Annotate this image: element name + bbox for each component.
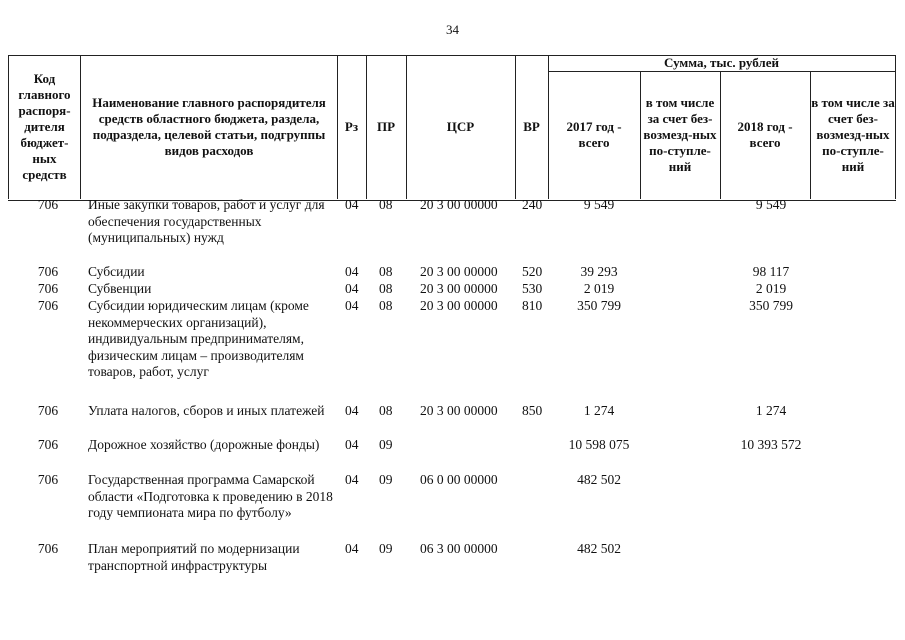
cell-pr: 08 [379, 298, 393, 313]
cell-sum-2017: 482 502 [577, 472, 621, 487]
cell-rz: 04 [345, 541, 359, 556]
cell-csr: 06 3 00 00000 [420, 541, 498, 556]
header-name: Наименование главного распорядителя средств областного бюджета, раздела, подраздела, целевой статьи, подгруппы видов расходов [92, 95, 326, 158]
cell-rz: 04 [345, 472, 359, 487]
cell-pr: 08 [379, 403, 393, 418]
cell-name: Субсидии юридическим лицам (кроме некоммерческих организаций), индивидуальным предпринимателям, физическим лицам – производителям товаров, работ, услуг [88, 298, 309, 379]
cell-sum-2018: 350 799 [749, 298, 793, 313]
cell-pr: 09 [379, 437, 393, 452]
cell-kod: 706 [37, 197, 59, 212]
cell-name: Дорожное хозяйство (дорожные фонды) [88, 437, 320, 452]
cell-kod: 706 [37, 541, 59, 556]
cell-pr: 09 [379, 541, 393, 556]
cell-csr: 20 3 00 00000 [420, 264, 498, 279]
cell-sum-2017: 1 274 [583, 403, 615, 418]
header-border [80, 55, 81, 199]
cell-pr: 08 [379, 197, 393, 212]
cell-sum-2018: 9 549 [755, 197, 787, 212]
cell-kod: 706 [37, 472, 59, 487]
cell-sum-2018: 10 393 572 [740, 437, 802, 452]
cell-csr: 20 3 00 00000 [420, 281, 498, 296]
cell-name: Субвенции [88, 281, 152, 296]
header-border [548, 55, 549, 199]
cell-name: Иные закупки товаров, работ и услуг для обеспечения государственных (муниципальных) нужд [88, 197, 325, 245]
cell-vr: 240 [522, 197, 543, 212]
cell-pr: 08 [379, 281, 393, 296]
cell-sum-2017: 2 019 [583, 281, 615, 296]
header-pr: ПР [376, 119, 396, 134]
header-border [895, 55, 896, 199]
cell-sum-2017: 350 799 [577, 298, 621, 313]
header-2018: 2018 год - всего [737, 119, 793, 150]
cell-kod: 706 [37, 403, 59, 418]
cell-vr: 810 [522, 298, 543, 313]
header-vr: ВР [523, 119, 540, 134]
cell-pr: 09 [379, 472, 393, 487]
cell-vr: 520 [522, 264, 543, 279]
header-rz: Рз [344, 119, 359, 134]
cell-sum-2017: 10 598 075 [568, 437, 630, 452]
header-2017: 2017 год - всего [566, 119, 622, 150]
cell-csr: 20 3 00 00000 [420, 197, 498, 212]
cell-name: Государственная программа Самарской области «Подготовка к проведению в 2018 году чемпионата мира по футболу» [88, 472, 333, 520]
cell-vr: 530 [522, 281, 543, 296]
cell-sum-2018: 98 117 [752, 264, 790, 279]
cell-csr: 20 3 00 00000 [420, 403, 498, 418]
header-kod: Код главного распоря-дителя бюджет-ных средств [18, 71, 71, 182]
header-csr: ЦСР [446, 119, 475, 134]
cell-pr: 08 [379, 264, 393, 279]
cell-sum-2017: 482 502 [577, 541, 621, 556]
cell-name: Уплата налогов, сборов и иных платежей [88, 403, 325, 418]
cell-kod: 706 [37, 281, 59, 296]
header-2017-free: в том числе за счет без-возмезд-ных по-ступле-ний [643, 95, 717, 174]
cell-kod: 706 [37, 437, 59, 452]
cell-kod: 706 [37, 298, 59, 313]
cell-name: Субсидии [88, 264, 145, 279]
cell-rz: 04 [345, 264, 359, 279]
cell-sum-2018: 2 019 [755, 281, 787, 296]
cell-sum-2018: 1 274 [755, 403, 787, 418]
cell-rz: 04 [345, 197, 359, 212]
cell-rz: 04 [345, 298, 359, 313]
cell-rz: 04 [345, 437, 359, 452]
cell-sum-2017: 39 293 [580, 264, 618, 279]
cell-csr: 20 3 00 00000 [420, 298, 498, 313]
cell-rz: 04 [345, 403, 359, 418]
cell-sum-2017: 9 549 [583, 197, 615, 212]
cell-name: План мероприятий по модернизации транспортной инфраструктуры [88, 541, 300, 573]
cell-vr: 850 [522, 403, 543, 418]
header-border [720, 71, 721, 199]
header-summa: Сумма, тыс. рублей [664, 55, 779, 70]
page-number: 34 [446, 22, 459, 37]
cell-csr: 06 0 00 00000 [420, 472, 498, 487]
header-2018-free: в том числе за счет без-возмезд-ных по-ступле-ний [811, 95, 895, 174]
cell-rz: 04 [345, 281, 359, 296]
cell-kod: 706 [37, 264, 59, 279]
